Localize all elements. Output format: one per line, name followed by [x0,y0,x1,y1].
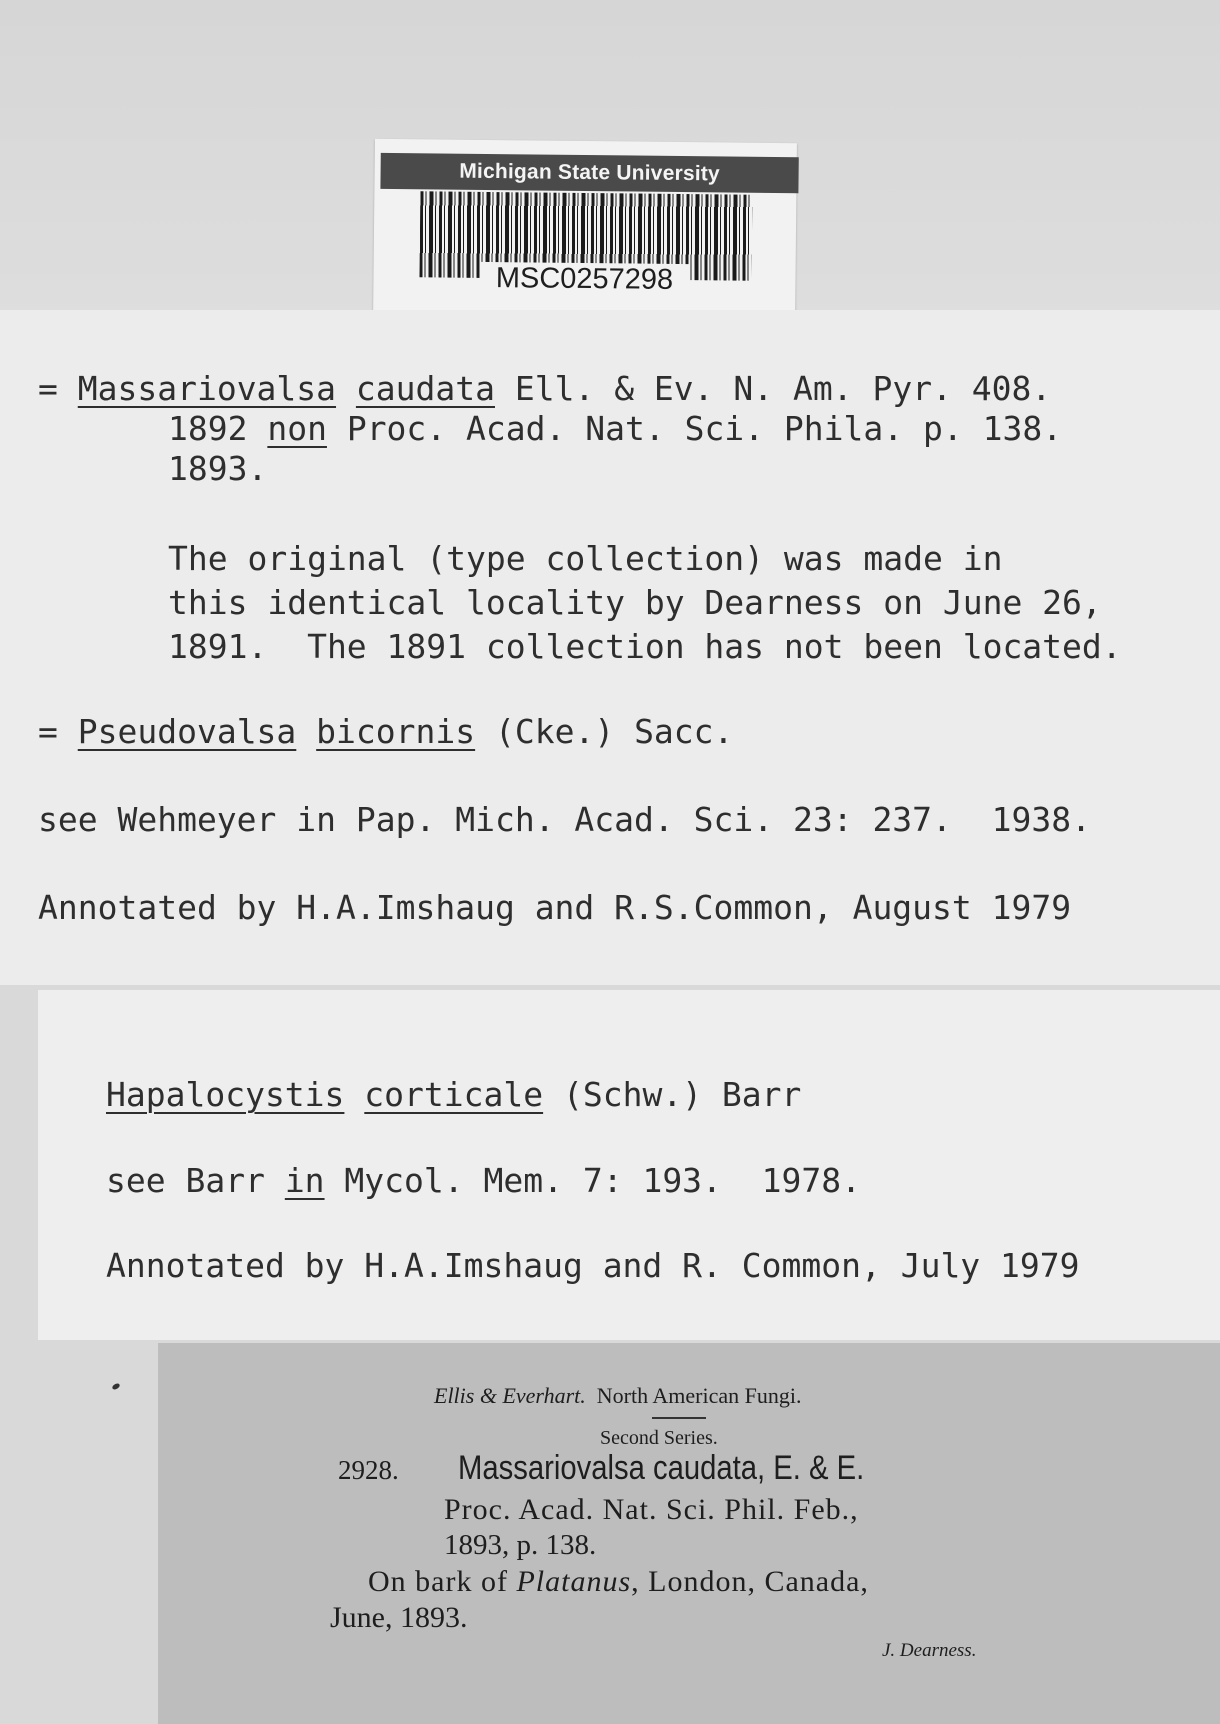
species-name: Massariovalsa caudata, E. & E. [458,1449,865,1487]
epithet-name: caudata [355,369,495,408]
current-name-line [106,1075,801,1115]
divider [652,1417,706,1419]
reference-line: see Wehmeyer in Pap. Mich. Acad. Sci. 23: 237. 1938. [38,800,1091,839]
collectors-text: Ellis & Everhart. [434,1383,586,1408]
catalog-number: MSC0257298 [479,262,689,297]
citation-text: Mycol. Mem. 7: 193. 1978. [324,1161,861,1200]
authority-text: (Schw.) Barr [543,1075,802,1114]
equals-sign: = [38,712,78,751]
note-line-3: 1891. The 1891 collection has not been located. [168,627,1122,666]
citation-line-1: Proc. Acad. Nat. Sci. Phil. Feb., [444,1493,859,1526]
see-text: see Barr [106,1161,285,1200]
collection-date: June, 1893. [330,1601,468,1634]
citation-line-2: 1893, p. 138. [444,1529,597,1561]
synonym-2-line [38,712,733,752]
year-text: 1892 [168,409,268,448]
note-line-1: The original (type collection) was made in [168,539,1003,578]
printed-exsiccata-label [158,1343,1220,1724]
authority-text: (Cke.) Sacc. [475,712,734,751]
epithet-name: corticale [364,1075,544,1114]
series-title: North American Fungi. [596,1383,802,1408]
synonym-1-line-2 [168,409,1062,449]
genus-name: Massariovalsa [77,369,337,408]
note-line-2: this identical locality by Dearness on June 26, [168,583,1102,622]
collector-name: J. Dearness. [882,1640,977,1661]
equals-sign: = [38,369,78,408]
barcode-label [373,139,797,321]
habitat-text: On bark of [368,1565,517,1598]
non-text: non [267,409,327,448]
synonym-1-line-1 [38,369,1051,409]
genus-name: Pseudovalsa [77,712,297,751]
citation-text: Proc. Acad. Nat. Sci. Phila. p. 138. [326,409,1063,448]
citation-text: Ell. & Ev. N. Am. Pyr. 408. [494,369,1052,408]
host-name: Platanus [516,1565,632,1598]
annotator-line: Annotated by H.A.Imshaug and R.S.Common, August 1979 [38,888,1072,927]
synonym-1-line-3: 1893. [168,449,268,488]
reference-line-2 [106,1161,861,1201]
locality-text: , London, Canada, [631,1565,869,1598]
annotator-line-2: Annotated by H.A.Imshaug and R. Common, July 1979 [106,1246,1080,1285]
label-header [434,1383,801,1409]
in-text: in [284,1161,325,1200]
genus-name: Hapalocystis [106,1075,345,1114]
institution-name: Michigan State University [380,153,798,193]
ink-mark [111,1382,120,1390]
exsiccata-number: 2928. [338,1455,399,1485]
series-name: Second Series. [600,1427,718,1449]
habitat-line [368,1565,869,1599]
epithet-name: bicornis [316,712,476,751]
